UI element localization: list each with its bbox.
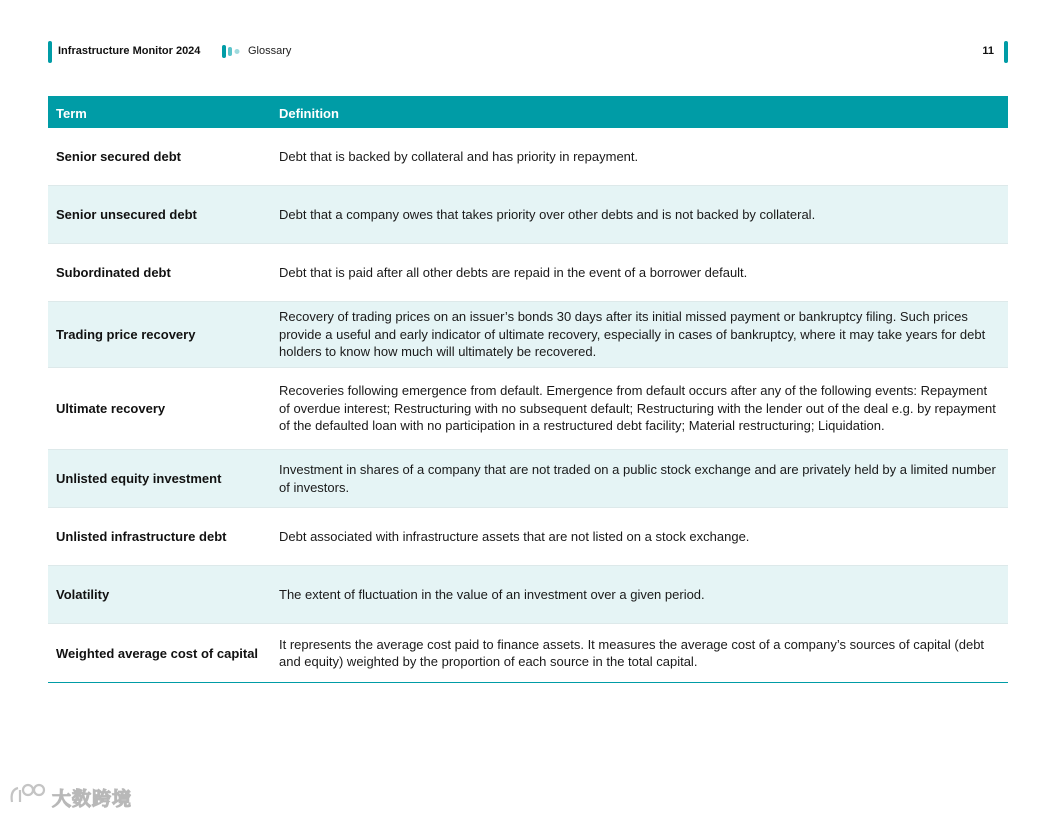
definition-cell: Recoveries following emergence from default. Emergence from default occurs after any of the following events: Repayment of overdue interest; Restructuring with no subsequent default; Restructuring with the lender out of the deal e.g. by repayment of the defaulted loan with no participation in a restructured debt facility; Material restructuring; Liquidation. (279, 383, 996, 434)
glossary-table (48, 96, 1008, 683)
definition-cell: Debt that a company owes that takes priority over other debts and is not backed by collateral. (279, 206, 816, 222)
term-cell: Trading price recovery (56, 327, 196, 342)
term-cell: Senior secured debt (56, 149, 181, 164)
page-number: 11 (982, 45, 994, 57)
column-header-term: Term (56, 106, 87, 121)
definition-cell: It represents the average cost paid to finance assets. It measures the average cost of a company’s sources of capital (debt and equity) weighted by the proportion of each source in the total capital. (279, 636, 985, 669)
term-cell: Unlisted infrastructure debt (56, 529, 227, 544)
definition-cell: Recovery of trading prices on an issuer’s bonds 30 days after its initial missed payment or bankruptcy filing. Such prices provide a useful and early indicator of ultimate recovery, especially in cases of bankruptcy, where it may take years for debt holders to know how much will ultimately be recovered. (279, 309, 986, 360)
report-title: Infrastructure Monitor 2024 (58, 45, 201, 57)
table-row (48, 368, 1008, 450)
term-cell: Senior unsecured debt (56, 207, 197, 222)
term-cell: Weighted average cost of capital (56, 645, 259, 661)
brand-mark-icon (222, 45, 244, 58)
header-accent-bar-right (1004, 41, 1008, 63)
definition-cell: Investment in shares of a company that are not traded on a public stock exchange and are privately held by a limited number of investors. (279, 462, 996, 495)
table-header (48, 96, 1008, 128)
term-cell: Unlisted equity investment (56, 471, 222, 486)
header-accent-bar-left (48, 41, 52, 63)
table-row (48, 186, 1008, 244)
definition-cell: The extent of fluctuation in the value of an investment over a given period. (279, 586, 705, 602)
watermark (8, 780, 140, 812)
column-header-definition: Definition (279, 106, 339, 121)
table-row (48, 566, 1008, 624)
page-header (48, 40, 1008, 64)
term-cell: Subordinated debt (56, 265, 171, 280)
table-row (48, 128, 1008, 186)
term-cell: Volatility (56, 587, 110, 602)
definition-cell: Debt associated with infrastructure assets that are not listed on a stock exchange. (279, 528, 750, 544)
watermark-logo-icon (8, 780, 50, 810)
term-cell: Ultimate recovery (56, 401, 166, 416)
table-row (48, 244, 1008, 302)
table-row (48, 302, 1008, 368)
definition-cell: Debt that is paid after all other debts are repaid in the event of a borrower default. (279, 264, 748, 280)
table-row (48, 624, 1008, 682)
section-label: Glossary (248, 45, 292, 57)
table-row (48, 450, 1008, 508)
definition-cell: Debt that is backed by collateral and has priority in repayment. (279, 148, 639, 164)
table-row (48, 508, 1008, 566)
watermark-text: 大数跨境 (52, 789, 133, 810)
